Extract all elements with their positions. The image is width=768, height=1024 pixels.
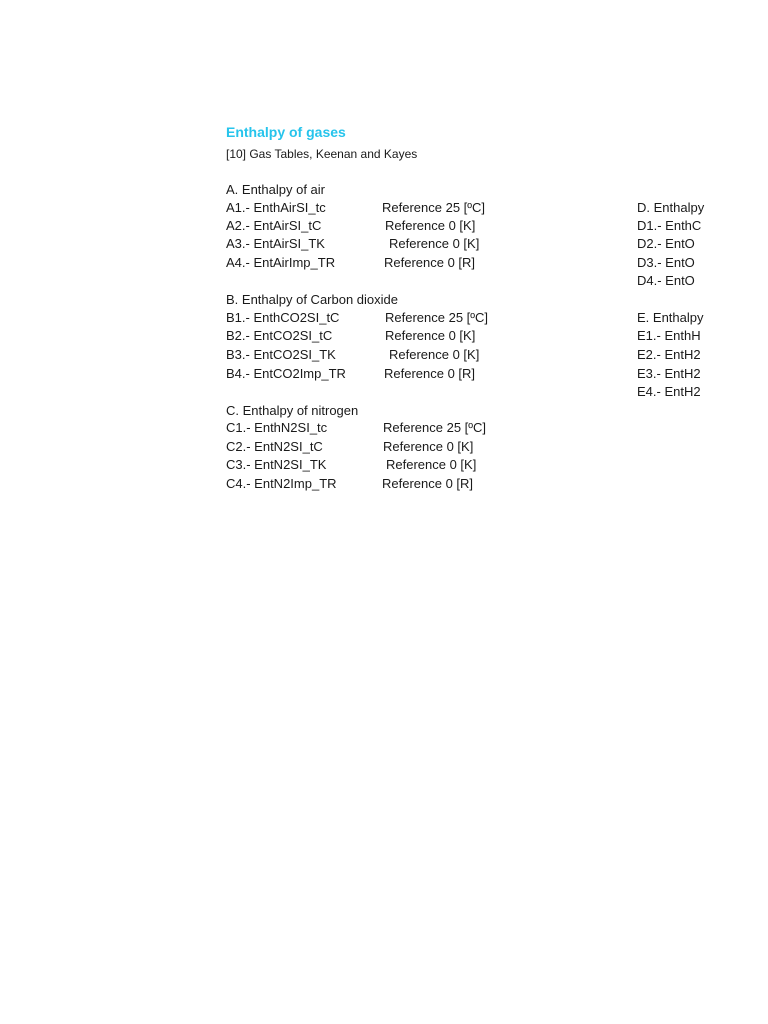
list-item <box>226 327 526 345</box>
function-name: A3.- EntAirSI_TK <box>226 236 325 251</box>
list-item <box>226 456 526 474</box>
reference-note: Reference 0 [K] <box>385 218 476 233</box>
list-item <box>226 475 526 493</box>
list-item: E2.- EntH2 <box>637 347 701 362</box>
list-item <box>226 217 526 235</box>
list-item <box>226 419 526 437</box>
function-name: A4.- EntAirImp_TR <box>226 255 336 270</box>
function-name: C2.- EntN2SI_tC <box>226 439 323 454</box>
function-name: A2.- EntAirSI_tC <box>226 218 322 233</box>
section-heading-a: A. Enthalpy of air <box>226 182 325 197</box>
list-item: D2.- EntO <box>637 236 695 251</box>
reference-note: Reference 25 [ºC] <box>383 420 487 435</box>
reference-note: Reference 25 [ºC] <box>382 200 486 215</box>
list-item: E3.- EntH2 <box>637 366 701 381</box>
function-name: C3.- EntN2SI_TK <box>226 457 327 472</box>
reference-note: Reference 0 [K] <box>383 439 474 454</box>
list-item <box>226 235 526 253</box>
list-item <box>226 309 526 327</box>
section-heading-c: C. Enthalpy of nitrogen <box>226 403 359 418</box>
list-item: E4.- EntH2 <box>637 384 701 399</box>
list-item: E1.- EnthH <box>637 328 701 343</box>
section-heading-d: D. Enthalpy <box>637 200 705 215</box>
reference-note: Reference 0 [K] <box>385 328 476 343</box>
list-item: D4.- EntO <box>637 273 695 288</box>
list-item: D1.- EnthC <box>637 218 702 233</box>
right-column-clipped <box>637 0 768 1024</box>
function-name: B2.- EntCO2SI_tC <box>226 328 333 343</box>
list-item <box>226 438 526 456</box>
reference-note: Reference 0 [K] <box>389 347 480 362</box>
function-name: C4.- EntN2Imp_TR <box>226 476 337 491</box>
reference-note: Reference 25 [ºC] <box>385 310 489 325</box>
section-heading-e: E. Enthalpy <box>637 310 704 325</box>
section-heading-b: B. Enthalpy of Carbon dioxide <box>226 292 398 307</box>
list-item: D3.- EntO <box>637 255 695 270</box>
list-item <box>226 365 526 383</box>
function-name: A1.- EnthAirSI_tc <box>226 200 326 215</box>
reference-note: Reference 0 [R] <box>384 366 476 381</box>
reference-note: Reference 0 [K] <box>389 236 480 251</box>
document-title: Enthalpy of gases <box>226 124 346 140</box>
reference-note: Reference 0 [R] <box>382 476 474 491</box>
function-name: B4.- EntCO2Imp_TR <box>226 366 346 381</box>
function-name: C1.- EnthN2SI_tc <box>226 420 328 435</box>
function-name: B3.- EntCO2SI_TK <box>226 347 336 362</box>
source-citation: [10] Gas Tables, Keenan and Kayes <box>226 147 418 161</box>
list-item <box>226 346 526 364</box>
list-item <box>226 199 526 217</box>
reference-note: Reference 0 [R] <box>384 255 476 270</box>
reference-note: Reference 0 [K] <box>386 457 477 472</box>
function-name: B1.- EnthCO2SI_tC <box>226 310 340 325</box>
list-item <box>226 254 526 272</box>
